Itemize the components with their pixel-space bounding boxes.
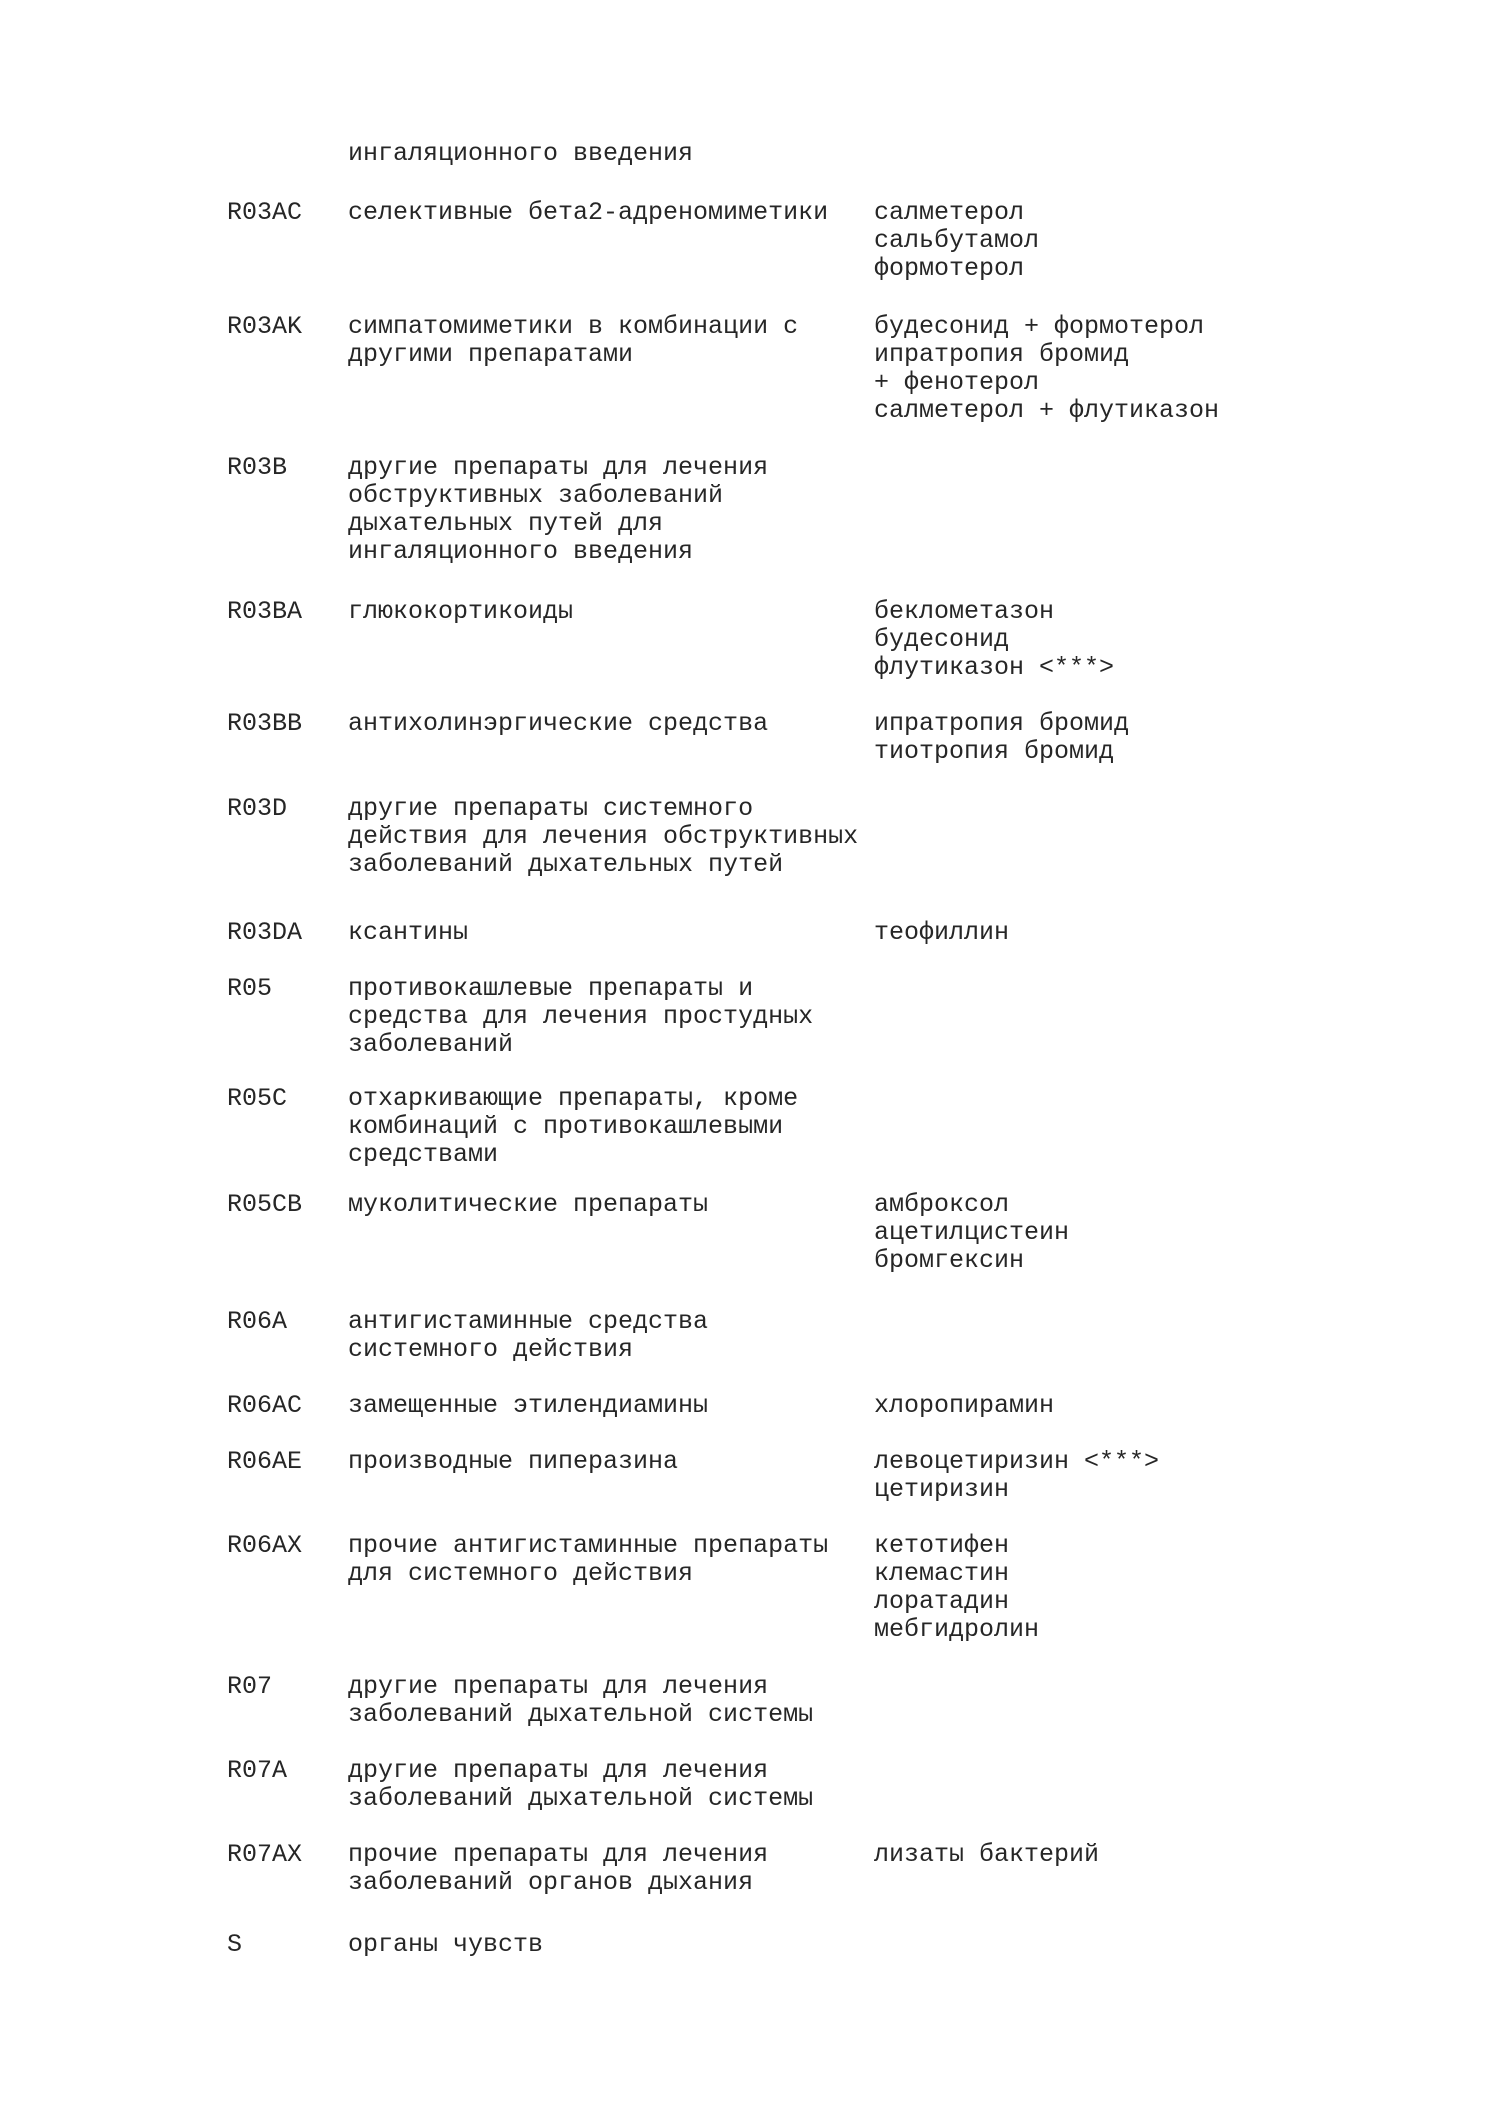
drug-name: кетотифен <box>874 1531 1010 1560</box>
atc-code: R03AC <box>227 198 303 227</box>
atc-code: R05CB <box>227 1190 303 1219</box>
drug-name: ипратропия бромид <box>874 709 1130 738</box>
atc-code: R03BA <box>227 597 303 626</box>
description-line: комбинаций с противокашлевыми <box>348 1112 784 1141</box>
drug-list <box>874 1532 1039 1644</box>
atc-description <box>348 1308 708 1364</box>
drug-name: беклометазон <box>874 597 1055 626</box>
description-line: прочие препараты для лечения <box>348 1840 769 1869</box>
description-line: селективные бета2-адреномиметики <box>348 198 829 227</box>
atc-code: R07AX <box>227 1840 303 1869</box>
atc-description <box>348 1085 798 1169</box>
drug-name: лоратадин <box>874 1587 1010 1616</box>
description-line: средствами <box>348 1140 499 1169</box>
drug-name: хлоропирамин <box>874 1391 1055 1420</box>
atc-code: R03D <box>227 794 288 823</box>
drug-list <box>874 598 1114 682</box>
atc-description <box>348 1673 813 1729</box>
atc-description <box>348 1757 813 1813</box>
drug-name: бромгексин <box>874 1246 1025 1275</box>
drug-name: будесонид + формотерол <box>874 312 1205 341</box>
drug-list <box>874 1841 1099 1869</box>
drug-list <box>874 313 1219 425</box>
atc-code: R03AK <box>227 312 303 341</box>
description-line: действия для лечения обструктивных <box>348 822 859 851</box>
atc-description <box>348 313 798 369</box>
atc-description <box>348 1841 768 1897</box>
drug-list <box>874 199 1039 283</box>
atc-description <box>348 710 768 738</box>
atc-code: R06AX <box>227 1531 303 1560</box>
description-line: системного действия <box>348 1335 634 1364</box>
drug-name: будесонид <box>874 625 1010 654</box>
drug-name: + фенотерол <box>874 368 1040 397</box>
description-line: дыхательных путей для <box>348 509 664 538</box>
atc-description <box>348 454 768 566</box>
atc-description <box>348 1448 678 1476</box>
description-line: другими препаратами <box>348 340 634 369</box>
drug-name: ацетилцистеин <box>874 1218 1070 1247</box>
description-line: прочие антигистаминные препараты <box>348 1531 829 1560</box>
atc-code: R03BB <box>227 709 303 738</box>
atc-description <box>348 1392 708 1420</box>
drug-name: левоцетиризин <***> <box>874 1447 1160 1476</box>
atc-description <box>348 598 573 626</box>
description-line: антигистаминные средства <box>348 1307 709 1336</box>
drug-list <box>874 1392 1054 1420</box>
atc-description <box>348 140 693 168</box>
drug-list <box>874 1191 1069 1275</box>
atc-description <box>348 795 858 879</box>
drug-name: салметерол + флутиказон <box>874 396 1220 425</box>
description-line: отхаркивающие препараты, кроме <box>348 1084 799 1113</box>
atc-code: R05 <box>227 974 273 1003</box>
atc-description <box>348 919 468 947</box>
drug-list <box>874 1448 1159 1504</box>
drug-list <box>874 919 1009 947</box>
description-line: органы чувств <box>348 1930 544 1959</box>
description-line: ингаляционного введения <box>348 139 694 168</box>
drug-name: ипратропия бромид <box>874 340 1130 369</box>
drug-name: теофиллин <box>874 918 1010 947</box>
description-line: другие препараты для лечения <box>348 1672 769 1701</box>
description-line: заболеваний органов дыхания <box>348 1868 754 1897</box>
atc-code: R03DA <box>227 918 303 947</box>
drug-name: салметерол <box>874 198 1025 227</box>
atc-code: R07 <box>227 1672 273 1701</box>
description-line: противокашлевые препараты и <box>348 974 754 1003</box>
drug-name: клемастин <box>874 1559 1010 1588</box>
drug-name: лизаты бактерий <box>874 1840 1100 1869</box>
atc-description <box>348 199 828 227</box>
atc-description <box>348 1191 708 1219</box>
description-line: заболеваний дыхательных путей <box>348 850 784 879</box>
atc-description <box>348 1532 828 1588</box>
description-line: для системного действия <box>348 1559 694 1588</box>
description-line: заболеваний дыхательной системы <box>348 1700 814 1729</box>
atc-code: R06A <box>227 1307 288 1336</box>
description-line: ксантины <box>348 918 469 947</box>
description-line: средства для лечения простудных <box>348 1002 814 1031</box>
atc-description <box>348 975 813 1059</box>
drug-name: мебгидролин <box>874 1615 1040 1644</box>
atc-code: R06AC <box>227 1391 303 1420</box>
description-line: симпатомиметики в комбинации с <box>348 312 799 341</box>
description-line: обструктивных заболеваний <box>348 481 724 510</box>
description-line: замещенные этилендиамины <box>348 1391 709 1420</box>
description-line: ингаляционного введения <box>348 537 694 566</box>
description-line: заболеваний <box>348 1030 514 1059</box>
description-line: муколитические препараты <box>348 1190 709 1219</box>
description-line: другие препараты для лечения <box>348 453 769 482</box>
atc-code: R07A <box>227 1756 288 1785</box>
drug-list <box>874 710 1129 766</box>
drug-name: амброксол <box>874 1190 1010 1219</box>
description-line: другие препараты для лечения <box>348 1756 769 1785</box>
drug-name: сальбутамол <box>874 226 1040 255</box>
description-line: заболеваний дыхательной системы <box>348 1784 814 1813</box>
description-line: производные пиперазина <box>348 1447 679 1476</box>
atc-code: R03B <box>227 453 288 482</box>
description-line: антихолинэргические средства <box>348 709 769 738</box>
drug-name: тиотропия бромид <box>874 737 1115 766</box>
atc-code: R05C <box>227 1084 288 1113</box>
drug-name: цетиризин <box>874 1475 1010 1504</box>
description-line: другие препараты системного <box>348 794 754 823</box>
atc-code: S <box>227 1930 243 1959</box>
atc-description <box>348 1931 543 1959</box>
description-line: глюкокортикоиды <box>348 597 574 626</box>
atc-code: R06AE <box>227 1447 303 1476</box>
drug-name: формотерол <box>874 254 1025 283</box>
drug-name: флутиказон <***> <box>874 653 1115 682</box>
